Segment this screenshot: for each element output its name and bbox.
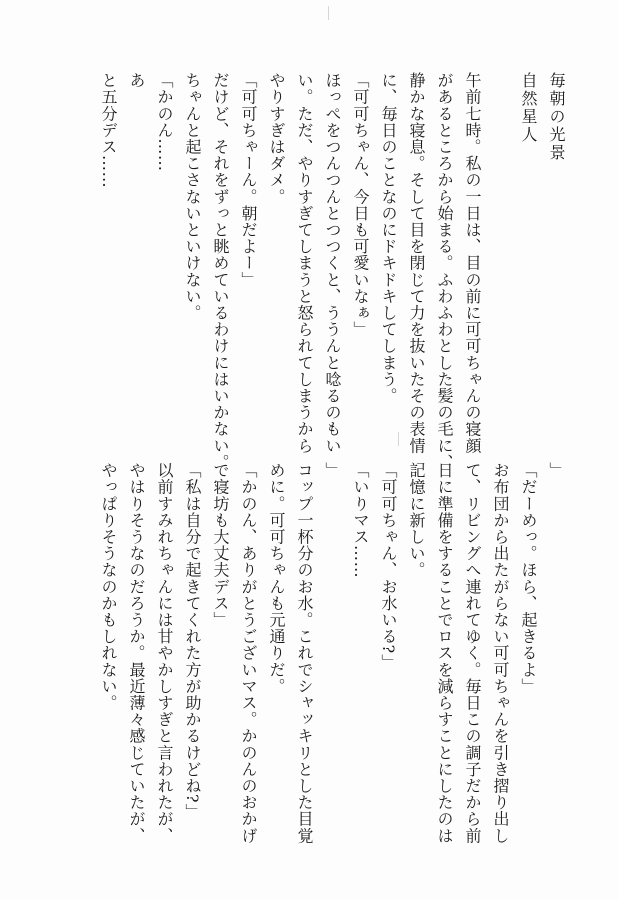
text-line: で寝坊も大丈夫デス」 — [211, 462, 230, 628]
text-line: 静かな寝息。そして目を閉じて力を抜いたその表情 — [407, 72, 426, 454]
dialogue-line: 「可可ちゃーん。朝だよー」 — [239, 72, 258, 288]
text-line: やりすぎはダメ。 — [267, 72, 286, 205]
dialogue-line: 「かのん、ありがとうございマス。かのんのおかげ — [239, 462, 258, 844]
author-name: 自然星人 — [519, 72, 538, 144]
dialogue-line: 「私は自分で起きてくれた方が助かるけどね?」 — [183, 462, 202, 820]
dialogue-line: 「可可ちゃん、今日も可愛いなぁ」 — [351, 72, 370, 338]
top-text-block — [94, 72, 570, 471]
text-line: お布団から出たがらない可可ちゃんを引き摺り出し — [491, 462, 510, 844]
text-line: めに。可可ちゃんも元通りだ。 — [267, 462, 286, 695]
text-line: に、毎日のことなのにドキドキしてしまう。 — [379, 72, 398, 404]
text-line: 日に準備をすることでロスを減らすことにしたのは — [435, 462, 454, 844]
dialogue-line: 「だーめっ。ほら、起きるよ」 — [519, 462, 538, 695]
dialogue-line: 「いりマス…… — [351, 462, 370, 579]
dialogue-line: 「可可ちゃん、お水いる?」 — [379, 462, 398, 671]
scan-mark — [398, 432, 399, 446]
bottom-text-block — [94, 462, 570, 844]
text-line: い。ただ、やりすぎてしまうと怒られてしまうから — [295, 72, 314, 454]
text-line: 記憶に新しい。 — [407, 462, 426, 579]
text-line: 」 — [323, 462, 342, 479]
text-line: やっぱりそうなのかもしれない。 — [99, 462, 118, 711]
scan-mark — [328, 6, 329, 20]
text-line: 午前七時。私の一日は、目の前に可可ちゃんの寝顔 — [463, 72, 482, 454]
text-line: と五分デス…… — [99, 72, 118, 189]
dialogue-line: 「かのん…… — [155, 72, 174, 172]
text-line: あ — [127, 72, 146, 89]
story-title: 毎朝の光景 — [547, 72, 566, 162]
text-line: て、リビングへ連れてゆく。毎日この調子だから前 — [463, 462, 482, 844]
blank-line — [486, 72, 514, 412]
text-line: 以前すみれちゃんには甘やかしすぎと言われたが、 — [155, 462, 174, 844]
text-line: だけど、それをずっと眺めているわけにはいかない。 — [211, 72, 230, 471]
text-line: があるところから始まる。ふわふわとした髪の毛に、 — [435, 72, 454, 471]
text-line: 」 — [547, 462, 566, 479]
text-line: コップ一杯分のお水。これでシャッキリとした目覚 — [295, 462, 314, 844]
text-line: やはりそうなのだろうか。最近薄々感じていたが、 — [127, 462, 146, 844]
text-line: ほっぺをつんつんとつつくと、ううんと唸るのもい — [323, 72, 342, 454]
text-line: ちゃんと起こさないといけない。 — [183, 72, 202, 321]
